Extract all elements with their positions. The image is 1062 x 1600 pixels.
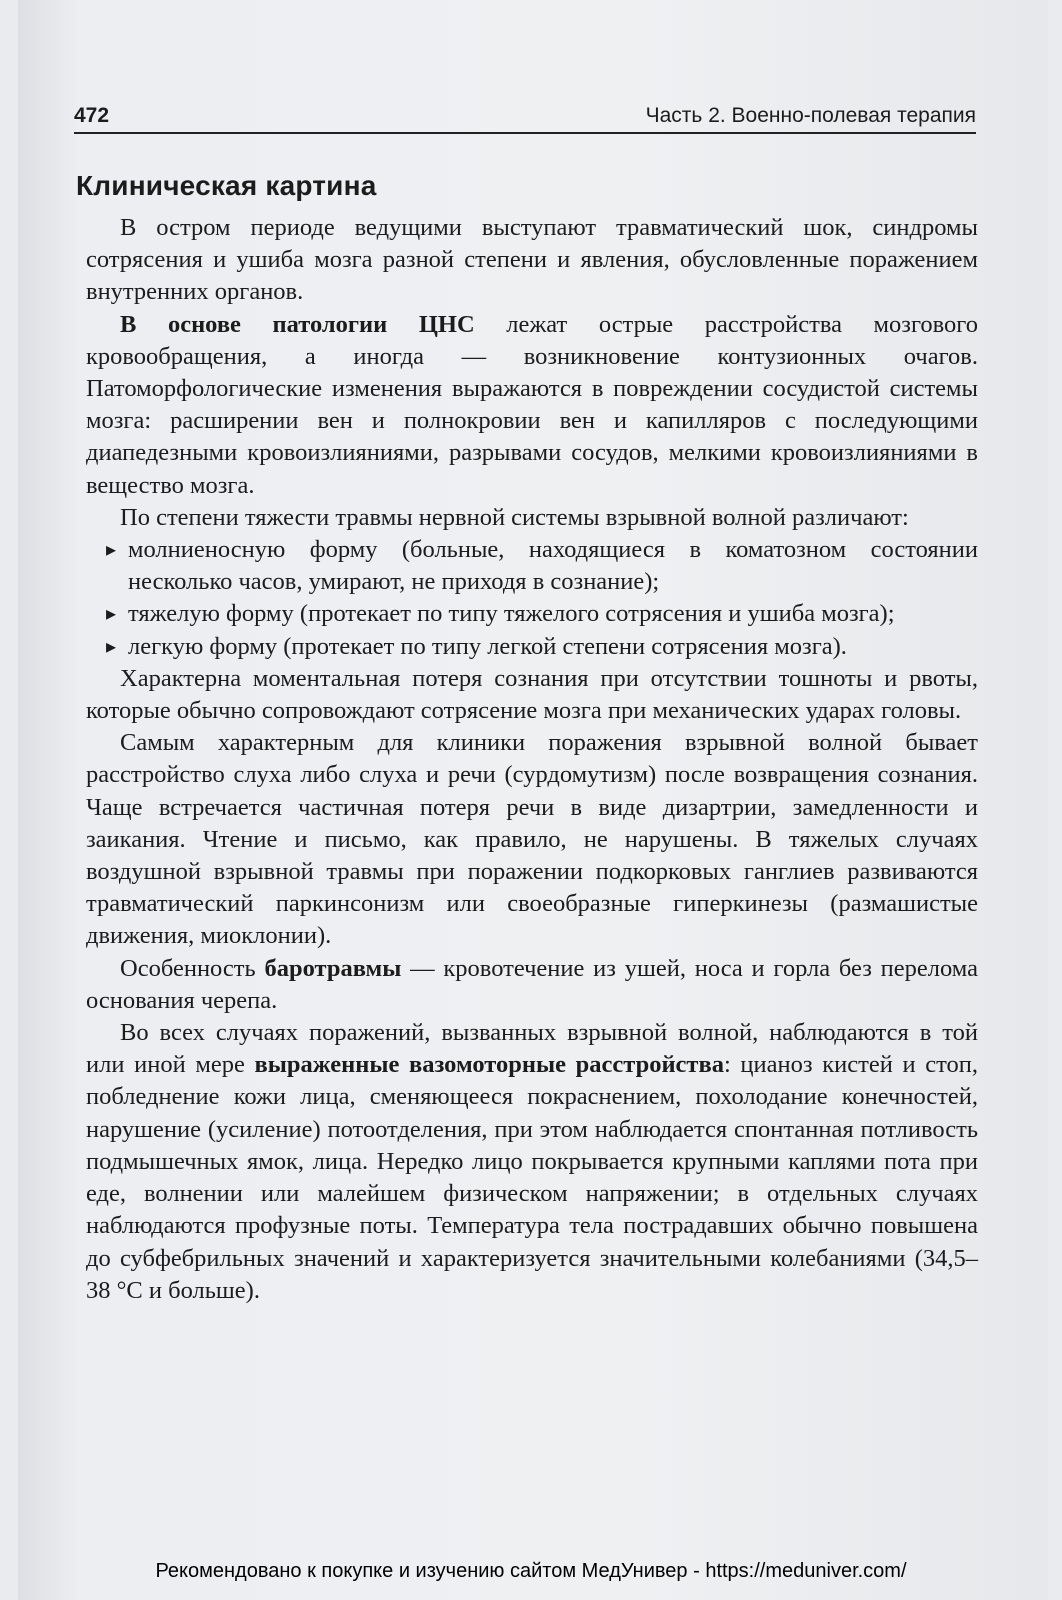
paragraph: [86, 309, 978, 502]
running-head: Часть 2. Военно-полевая терапия: [645, 104, 976, 127]
paragraph: [86, 1017, 978, 1307]
list-item: ▸ молниеносную форму (больные, находящиеся в коматозном состоянии несколько часов, умирают, не приходя в сознание);: [128, 534, 978, 598]
page-header: [74, 96, 976, 134]
bold-term: баротравмы: [264, 954, 402, 982]
list-item: ▸ легкую форму (протекает по типу легкой степени сотрясения мозга).: [128, 631, 978, 663]
paragraph-text: Во всех случаях поражений, вызванных взрывной волной, наблюдаются в той или иной мере: [86, 1019, 978, 1079]
watermark-footer: Рекомендовано к покупке и изучению сайтом МедУнивер - https://meduniver.com/: [155, 1560, 907, 1582]
body-text: [86, 212, 978, 1307]
paragraph: Характерна моментальная потеря сознания при отсутствии тошноты и рвоты, которые обычно сопровождают сотрясение мозга при механических ударах головы.: [86, 664, 978, 725]
paragraph-text: : цианоз кистей и стоп, побледнение кожи лица, сменяющееся покраснением, похолодание конечностей, нарушение (усиление) потоотделения, при этом наблюдается спонтанная потливость подмышечных ямок, лица. Нередко лицо покрывается крупными каплями пота при еде, волнении или малейшем физическом напряжении; в отдельных случаях наблюдаются профузные поты. Температура тела пострадавших обычно повышена до субфебрильных значений и характеризуется значительными колебаниями (34,5–38 °С и больше).: [86, 1051, 978, 1304]
bold-term: выраженные вазомоторные расстройства: [254, 1051, 724, 1079]
bullet-list: [86, 534, 978, 663]
section-title: Клиническая картина: [76, 170, 377, 201]
bold-term: В основе патологии ЦНС: [120, 310, 475, 338]
paragraph-text: — кровотечение из ушей, носа и горла без перелома основания черепа.: [86, 954, 979, 1014]
paragraph-text: лежат острые расстройства мозгового кровообращения, а иногда — возникновение контузионных очагов. Патоморфологические изменения выражаются в повреждении сосудистой системы мозга: расширении вен и полнокровии вен и капилляров с последующими диапедезными кровоизлияниями, разрывами сосудов, мелкими кровоизлияниями в вещество мозга.: [86, 310, 978, 499]
paragraph: По степени тяжести травмы нервной системы взрывной волной различают:: [120, 503, 909, 531]
page-number: 472: [74, 104, 110, 127]
list-item: ▸ тяжелую форму (протекает по типу тяжелого сотрясения и ушиба мозга);: [128, 598, 978, 630]
book-page: [18, 0, 1048, 1600]
paragraph: [86, 953, 978, 1017]
paragraph-text: Особенность: [120, 954, 265, 982]
paragraph: В остром периоде ведущими выступают травматический шок, синдромы сотрясения и ушиба мозга разной степени и явления, обусловленные поражением внутренних органов.: [86, 214, 978, 306]
paragraph: Самым характерным для клиники поражения взрывной волной бывает расстройство слуха либо слуха и речи (сурдомутизм) после возвращения сознания. Чаще встречается частичная потеря речи в виде дизартрии, замедленности и заикания. Чтение и письмо, как правило, не нарушены. В тяжелых случаях воздушной взрывной травмы при поражении подкорковых ганглиев развиваются травматический паркинсонизм или своеобразные гиперкинезы (размашистые движения, миоклонии).: [86, 729, 978, 950]
